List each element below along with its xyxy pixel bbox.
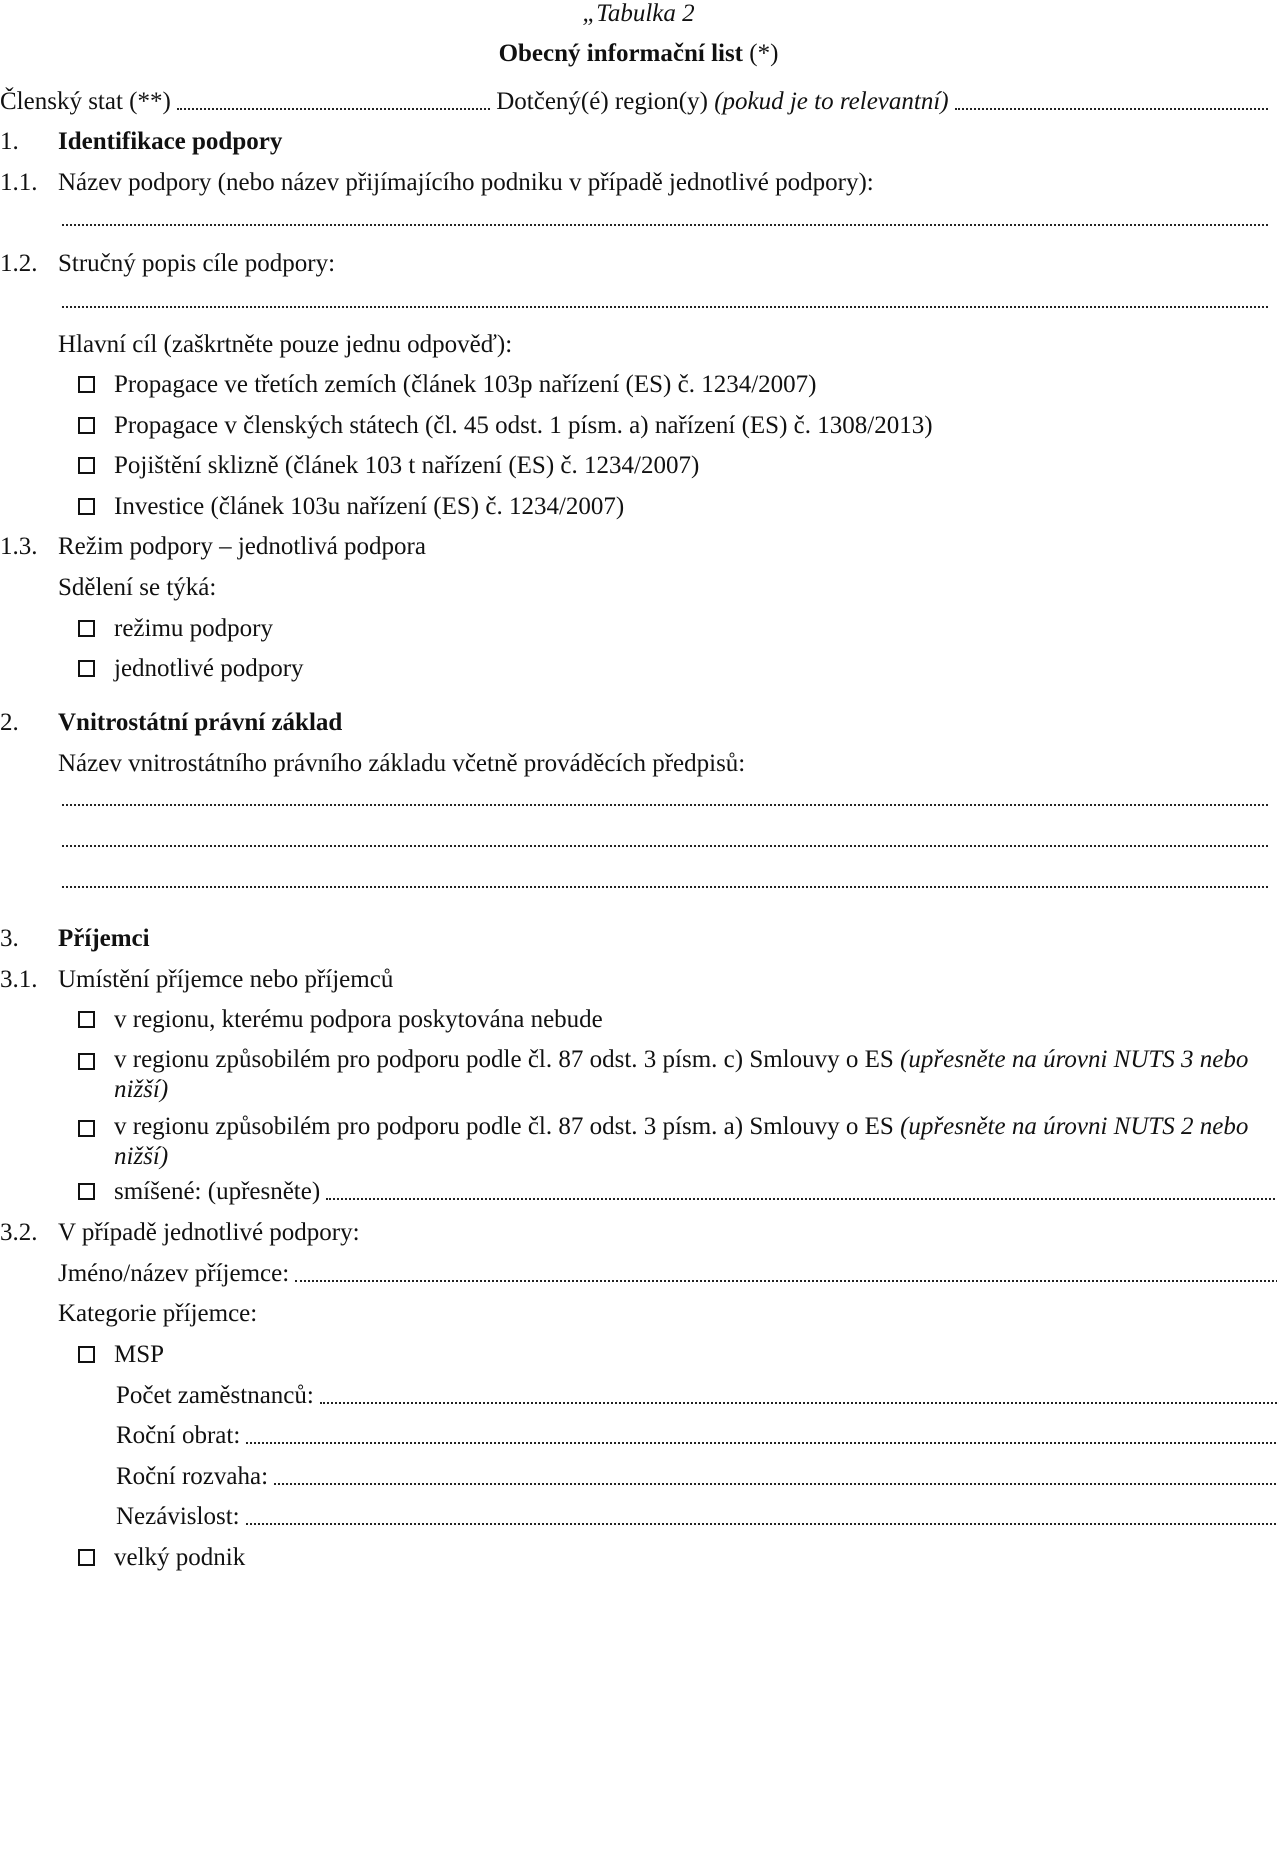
section-3-2-number: 3.2. [0, 1219, 38, 1246]
balance-field[interactable] [274, 1481, 1277, 1485]
category-large-label: velký podnik [114, 1544, 246, 1571]
independence-row [0, 1503, 1277, 1531]
category-sme [0, 1341, 1277, 1369]
section-1-title: Identifikace podpory [58, 128, 283, 155]
concern-option-1 [0, 615, 1277, 643]
legal-basis-field-3[interactable] [62, 884, 1268, 888]
member-state-label: Členský stat (**) [0, 88, 171, 115]
turnover-row [0, 1422, 1277, 1450]
section-1-1-number: 1.1. [0, 169, 38, 196]
location-option-2-note: (upřesněte na úrovni NUTS 3 nebo [900, 1046, 1249, 1073]
independence-field[interactable] [246, 1521, 1277, 1525]
section-1-1 [0, 169, 1268, 197]
section-1-2-number: 1.2. [0, 250, 38, 277]
goal-option-1-checkbox[interactable] [78, 376, 95, 393]
member-state-row [0, 88, 1268, 116]
aid-name-field[interactable] [62, 222, 1268, 226]
location-option-1-checkbox[interactable] [78, 1011, 95, 1028]
section-3-number: 3. [0, 925, 19, 952]
turnover-field[interactable] [246, 1440, 1277, 1444]
beneficiary-name-label: Jméno/název příjemce: [58, 1260, 290, 1287]
goal-option-3-label: Pojištění sklizně (článek 103 t nařízení (ES) č. 1234/2007) [114, 452, 700, 479]
section-1-3 [0, 533, 1268, 561]
legal-basis-field-2[interactable] [62, 843, 1268, 847]
employees-row [0, 1382, 1277, 1410]
section-3-heading [0, 925, 1268, 953]
goal-option-1 [0, 371, 1277, 399]
location-option-2-checkbox[interactable] [78, 1053, 95, 1070]
beneficiary-name-row [0, 1260, 1277, 1288]
section-3-1-number: 3.1. [0, 966, 38, 993]
balance-label: Roční rozvaha: [116, 1463, 269, 1490]
section-3-2-text: V případě jednotlivé podpory: [58, 1219, 360, 1246]
category-sme-checkbox[interactable] [78, 1346, 95, 1363]
employees-field[interactable] [320, 1400, 1277, 1404]
location-option-2-label: v regionu způsobilém pro podporu podle čl. 87 odst. 3 písm. c) Smlouvy o ES [114, 1046, 894, 1073]
section-3-title: Příjemci [58, 925, 150, 952]
balance-row [0, 1463, 1277, 1491]
mixed-location-field[interactable] [326, 1196, 1277, 1200]
section-2-heading [0, 709, 1268, 737]
concern-option-2-label: jednotlivé podpory [114, 655, 304, 682]
location-option-3-text [114, 1112, 1268, 1172]
beneficiary-category-label: Kategorie příjemce: [58, 1300, 258, 1327]
section-1-2-text: Stručný popis cíle podpory: [58, 250, 336, 277]
title-text: Obecný informační list [498, 40, 744, 67]
goal-option-4-checkbox[interactable] [78, 498, 95, 515]
section-2-number: 2. [0, 709, 19, 736]
table-label: „Tabulka 2 [582, 0, 695, 27]
section-1-3-number: 1.3. [0, 533, 38, 560]
location-option-4-label: smíšené: (upřesněte) [114, 1178, 321, 1205]
location-option-1 [0, 1006, 1277, 1034]
goal-option-4-label: Investice (článek 103u nařízení (ES) č. 1234/2007) [114, 493, 625, 520]
goal-option-1-label: Propagace ve třetích zemích (článek 103p nařízení (ES) č. 1234/2007) [114, 371, 817, 398]
member-state-field[interactable] [177, 106, 490, 110]
location-option-2 [78, 1045, 1268, 1105]
concern-option-2 [0, 655, 1277, 683]
section-3-2 [0, 1219, 1268, 1247]
aid-goal-field[interactable] [62, 304, 1268, 308]
region-label: Dotčený(é) region(y) [496, 88, 708, 115]
goal-option-4 [0, 493, 1277, 521]
concern-option-1-checkbox[interactable] [78, 620, 95, 637]
location-option-3 [78, 1112, 1268, 1172]
location-option-4-checkbox[interactable] [78, 1183, 95, 1200]
legal-basis-field-1[interactable] [62, 802, 1268, 806]
employees-label: Počet zaměstnanců: [116, 1382, 314, 1409]
location-option-2-text [114, 1045, 1268, 1105]
category-sme-label: MSP [114, 1341, 165, 1368]
main-goal-label: Hlavní cíl (zaškrtněte pouze jednu odpověď): [58, 331, 513, 358]
goal-option-2-checkbox[interactable] [78, 417, 95, 434]
region-field[interactable] [955, 106, 1268, 110]
concern-option-2-checkbox[interactable] [78, 660, 95, 677]
section-1-number: 1. [0, 128, 19, 155]
goal-option-3 [0, 452, 1277, 480]
location-option-2-note-end: nižší) [114, 1076, 169, 1103]
goal-option-3-checkbox[interactable] [78, 457, 95, 474]
section-2-text: Název vnitrostátního právního základu včetně prováděcích předpisů: [58, 750, 746, 777]
form-title [0, 40, 1277, 68]
location-option-3-label: v regionu způsobilém pro podporu podle čl. 87 odst. 3 písm. a) Smlouvy o ES [114, 1113, 894, 1140]
location-option-1-label: v regionu, kterému podpora poskytována nebude [114, 1006, 603, 1033]
location-option-3-checkbox[interactable] [78, 1120, 95, 1137]
section-2-title: Vnitrostátní právní základ [58, 709, 343, 736]
beneficiary-name-field[interactable] [295, 1278, 1277, 1282]
category-large-checkbox[interactable] [78, 1549, 95, 1566]
location-option-3-note-end: nižší) [114, 1143, 169, 1170]
section-1-1-text: Název podpory (nebo název přijímajícího podniku v případě jednotlivé podpory): [58, 169, 874, 196]
region-note: (pokud je to relevantní) [714, 88, 949, 115]
category-large [0, 1544, 1277, 1572]
location-option-4 [0, 1178, 1277, 1206]
title-note: (*) [749, 40, 779, 67]
concern-option-1-label: režimu podpory [114, 615, 273, 642]
section-1-3-text: Režim podpory – jednotlivá podpora [58, 533, 426, 560]
location-option-3-note: (upřesněte na úrovni NUTS 2 nebo [900, 1113, 1249, 1140]
turnover-label: Roční obrat: [116, 1422, 241, 1449]
goal-option-2 [0, 412, 1277, 440]
independence-label: Nezávislost: [116, 1503, 240, 1530]
section-3-1-text: Umístění příjemce nebo příjemců [58, 966, 394, 993]
section-3-1 [0, 966, 1268, 994]
section-1-2 [0, 250, 1268, 278]
goal-option-2-label: Propagace v členských státech (čl. 45 odst. 1 písm. a) nařízení (ES) č. 1308/2013) [114, 412, 933, 439]
section-1-heading [0, 128, 1268, 156]
concerns-label: Sdělení se týká: [58, 574, 217, 601]
